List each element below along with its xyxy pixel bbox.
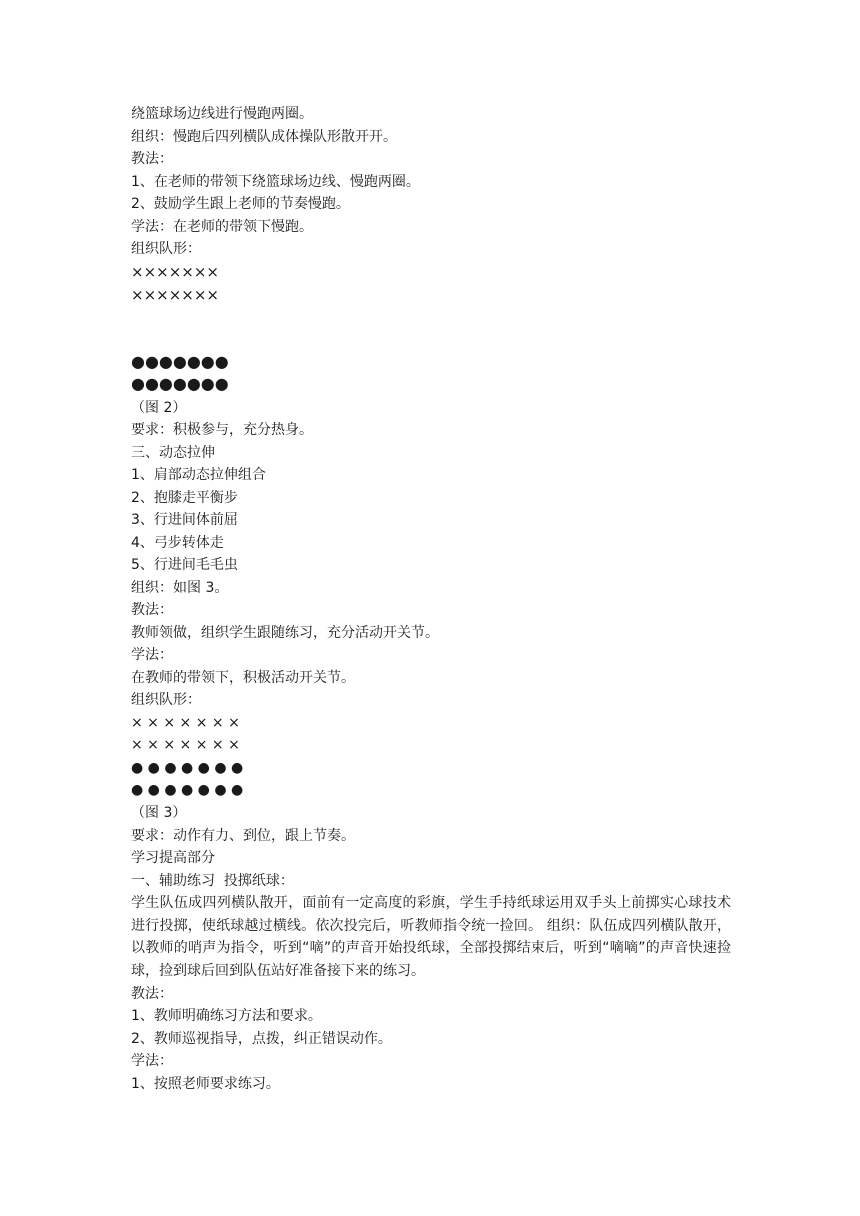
figure-caption: （图 2） — [131, 400, 187, 416]
text-line: 教法： — [131, 602, 173, 618]
text-line: 要求：积极参与，充分热身。 — [131, 422, 313, 438]
list-item: 1、教师明确练习方法和要求。 — [131, 1008, 322, 1024]
formation-dot-row: ●●●●●●● — [131, 352, 229, 371]
text-line: 学法： — [131, 1053, 173, 1069]
text-line: 绕篮球场边线进行慢跑两圈。 — [131, 106, 313, 122]
text-line: 在教师的带领下，积极活动开关节。 — [131, 670, 355, 686]
text-line: 组织队形： — [131, 692, 201, 708]
list-item: 2、教师巡视指导，点拨，纠正错误动作。 — [131, 1031, 392, 1047]
formation-cross-row: ××××××× — [131, 286, 219, 304]
formation-cross-row: × × × × × × × — [131, 737, 240, 753]
list-item: 5、行进间毛毛虫 — [131, 557, 238, 573]
text-line: 组织：如图 3。 — [131, 580, 229, 596]
body-paragraph: 学生队伍成四列横队散开，面前有一定高度的彩旗，学生手持纸球运用双手头上前掷实心球技术进行投掷，使纸球越过横线。依次投完后，听教师指令统一捡回。 组织：队伍成四列横队散开，以教师的哨声为指令，听到“嘀”的声音开始投纸球，全部投掷结束后，听到“嘀嘀”的声音快速捡球，捡到球后回到队伍站好准备接下来的练习。 — [131, 895, 731, 979]
list-item: 1、按照老师要求练习。 — [131, 1076, 280, 1092]
text-line: 组织队形： — [131, 241, 201, 257]
section-heading: 学习提高部分 — [131, 850, 215, 866]
formation-dot-row: ● ● ● ● ● ● ● — [131, 782, 244, 798]
formation-cross-row: × × × × × × × — [131, 715, 240, 731]
text-line: 学法：在老师的带领下慢跑。 — [131, 219, 313, 235]
list-item: 1、肩部动态拉伸组合 — [131, 467, 266, 483]
formation-dot-row: ● ● ● ● ● ● ● — [131, 760, 244, 776]
text-line: 要求：动作有力、到位，跟上节奏。 — [131, 828, 355, 844]
text-line: 组织：慢跑后四列横队成体操队形散开开。 — [131, 129, 397, 145]
text-line: 教师领做，组织学生跟随练习，充分活动开关节。 — [131, 625, 439, 641]
text-line: 教法： — [131, 151, 173, 167]
section-heading: 三、动态拉伸 — [131, 445, 215, 461]
text-line: 2、鼓励学生跟上老师的节奏慢跑。 — [131, 196, 350, 212]
formation-cross-row: ××××××× — [131, 263, 219, 281]
figure-caption: （图 3） — [131, 805, 187, 821]
list-item: 4、弓步转体走 — [131, 535, 224, 551]
formation-dot-row: ●●●●●●● — [131, 374, 229, 393]
section-heading: 一、辅助练习 投掷纸球： — [131, 873, 294, 889]
text-line: 学法： — [131, 647, 173, 663]
list-item: 3、行进间体前屈 — [131, 512, 238, 528]
text-line: 1、在老师的带领下绕篮球场边线、慢跑两圈。 — [131, 174, 420, 190]
text-line: 教法： — [131, 986, 173, 1002]
list-item: 2、抱膝走平衡步 — [131, 490, 238, 506]
